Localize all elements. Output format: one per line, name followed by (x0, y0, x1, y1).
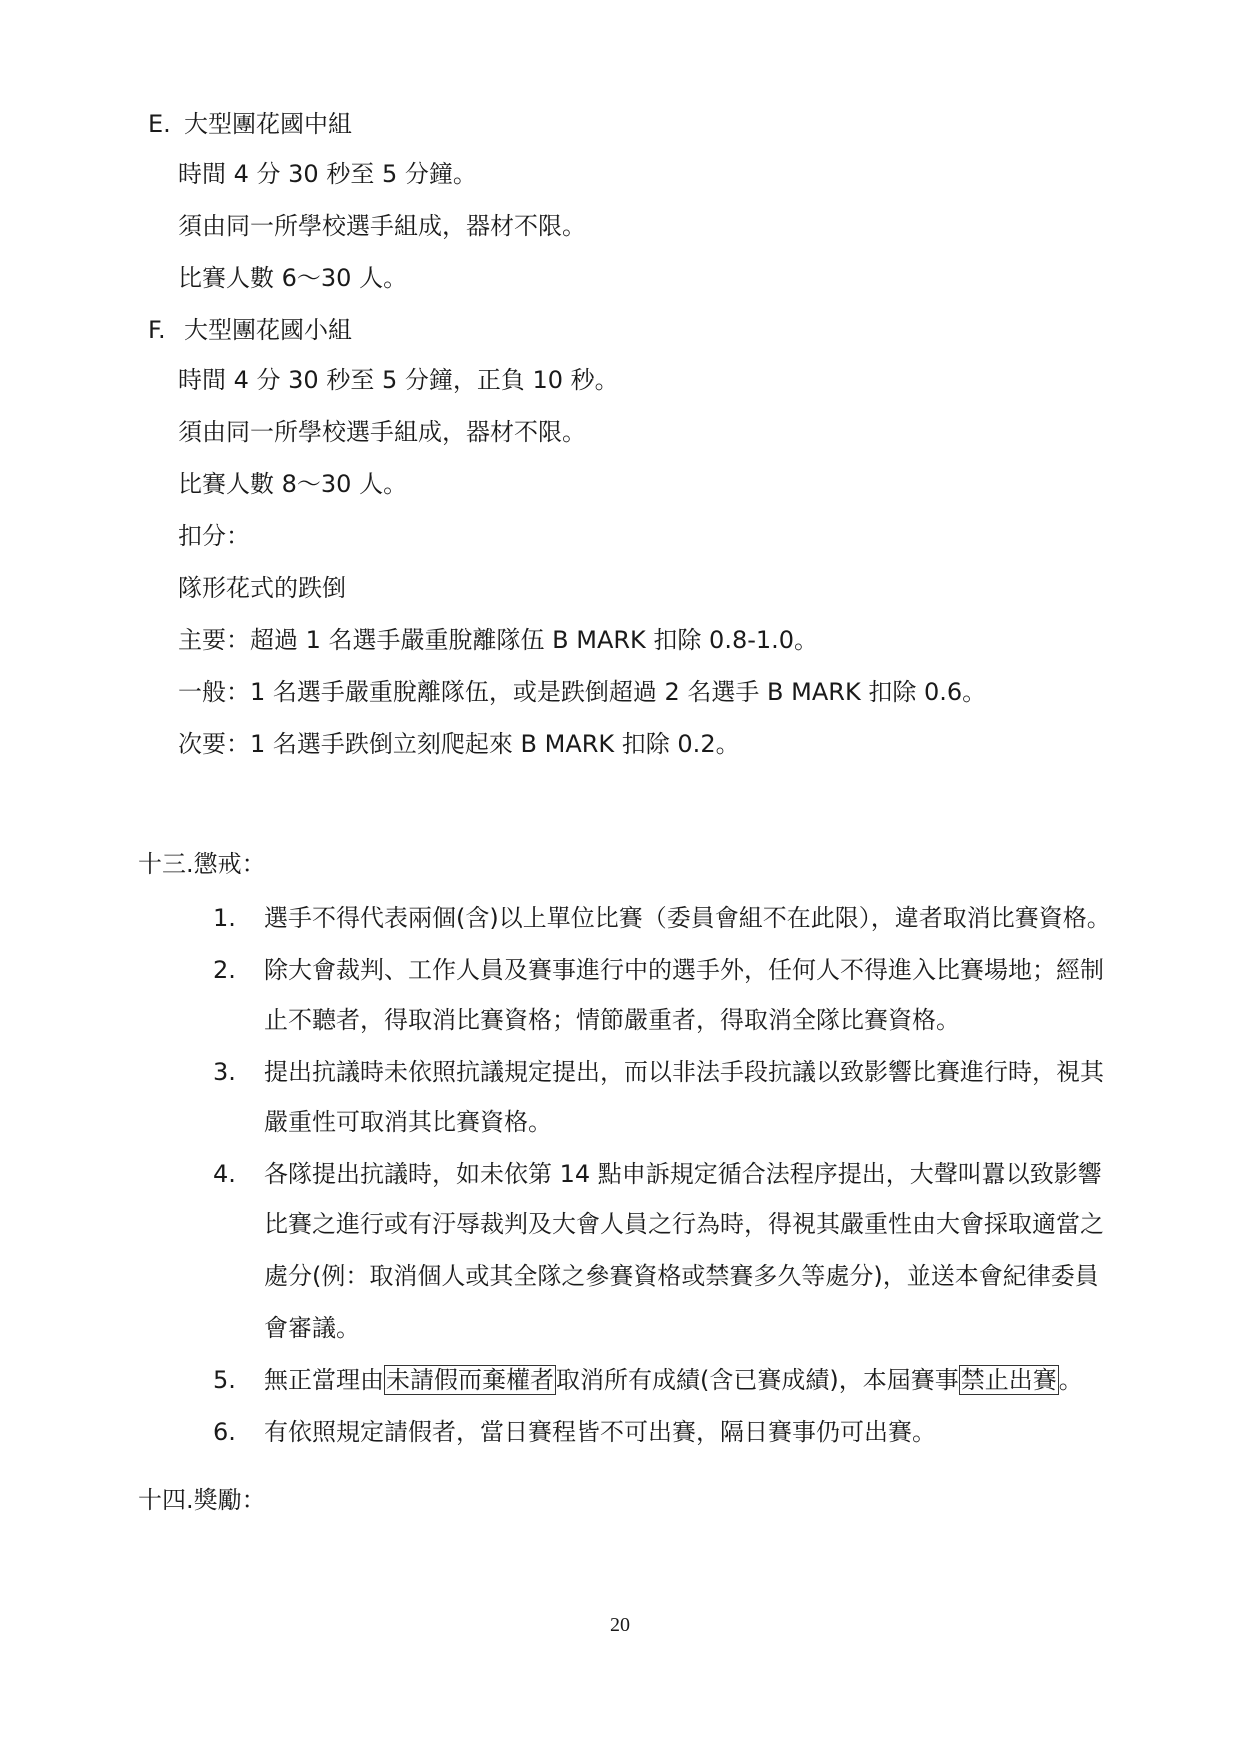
list-item-number: 3. (213, 1058, 236, 1086)
section-f-heading (148, 314, 352, 346)
list-item-text: 選手不得代表兩個(含)以上單位比賽（委員會組不在此限），違者取消比賽資格。 (264, 904, 1111, 932)
section-f-line: 比賽人數 8～30 人。 (178, 470, 408, 498)
list-item-text: 除大會裁判、工作人員及賽事進行中的選手外，任何人不得進入比賽場地；經制 (264, 956, 1104, 984)
list-item-text: 提出抗議時未依照抗議規定提出，而以非法手段抗議以致影響比賽進行時，視其 (264, 1058, 1104, 1086)
list-item-number: 6. (213, 1418, 236, 1446)
list-item-text: 嚴重性可取消其比賽資格。 (264, 1108, 552, 1136)
text-segment: 取消所有成績(含已賽成績)，本屆賽事 (556, 1366, 959, 1394)
section-f-line: 須由同一所學校選手組成，器材不限。 (178, 418, 586, 446)
list-item-number: 1. (213, 904, 236, 932)
list-item-number: 2. (213, 956, 236, 984)
section-14-heading: 十四.獎勵： (138, 1486, 266, 1514)
section-e-title: 大型團花國中組 (184, 110, 352, 138)
list-item-number: 4. (213, 1160, 236, 1188)
section-f-line: 扣分： (178, 522, 250, 550)
section-f-title: 大型團花國小組 (184, 316, 352, 344)
section-f-line: 時間 4 分 30 秒至 5 分鐘，正負 10 秒。 (178, 366, 619, 394)
section-13-heading: 十三.懲戒： (138, 850, 266, 878)
section-e-marker: E. (148, 110, 171, 138)
list-item-text: 有依照規定請假者，當日賽程皆不可出賽，隔日賽事仍可出賽。 (264, 1418, 936, 1446)
section-e-line: 時間 4 分 30 秒至 5 分鐘。 (178, 160, 477, 188)
section-f-line: 主要：超過 1 名選手嚴重脫離隊伍 B MARK 扣除 0.8-1.0。 (178, 626, 819, 654)
boxed-phrase: 禁止出賽 (960, 1366, 1057, 1394)
text-segment: 。 (1058, 1366, 1083, 1394)
list-item-text: 各隊提出抗議時，如未依第 14 點申訴規定循合法程序提出，大聲叫囂以致影響 (264, 1160, 1102, 1188)
section-e-line: 須由同一所學校選手組成，器材不限。 (178, 212, 586, 240)
list-item-text: 比賽之進行或有汙辱裁判及大會人員之行為時，得視其嚴重性由大會採取適當之 (264, 1210, 1104, 1238)
section-e-line: 比賽人數 6～30 人。 (178, 264, 408, 292)
section-f-line: 一般：1 名選手嚴重脫離隊伍，或是跌倒超過 2 名選手 B MARK 扣除 0.6。 (178, 678, 987, 706)
page-number: 20 (610, 1614, 630, 1636)
list-item-text (264, 1364, 1083, 1396)
text-segment: 無正當理由 (264, 1366, 384, 1394)
section-f-line: 次要：1 名選手跌倒立刻爬起來 B MARK 扣除 0.2。 (178, 730, 740, 758)
boxed-phrase: 未請假而棄權者 (386, 1366, 554, 1394)
section-f-line: 隊形花式的跌倒 (178, 574, 346, 602)
list-item-number: 5. (213, 1366, 236, 1394)
section-f-marker: F. (148, 316, 166, 344)
list-item-text: 處分(例：取消個人或其全隊之參賽資格或禁賽多久等處分)，並送本會紀律委員 (264, 1262, 1099, 1290)
list-item-text: 止不聽者，得取消比賽資格；情節嚴重者，得取消全隊比賽資格。 (264, 1006, 960, 1034)
section-e-heading (148, 108, 352, 140)
list-item-text: 會審議。 (264, 1314, 360, 1342)
